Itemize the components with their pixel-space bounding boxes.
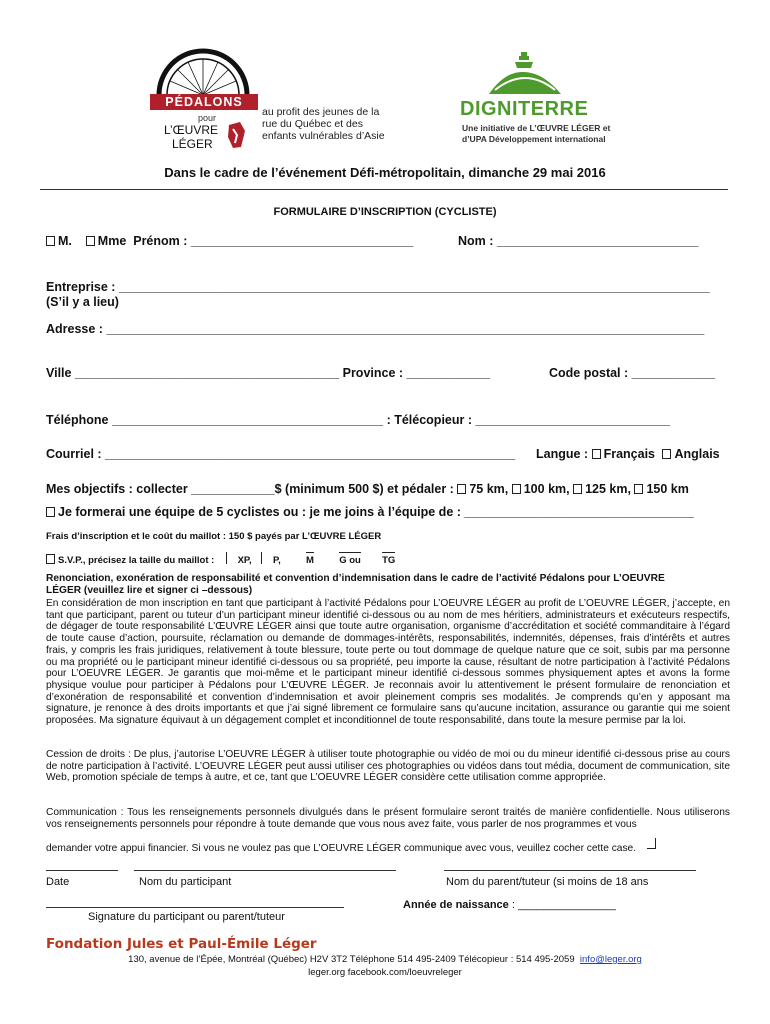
communication-optout-checkbox[interactable] — [647, 838, 656, 849]
sil-y-a-lieu-label: (S’il y a lieu) — [46, 295, 119, 309]
pedalons-banner: PÉDALONS — [150, 94, 258, 110]
footer-contact-row: 130, avenue de l’Épée, Montréal (Québec) H2V 3T2 Téléphone 514 495-2409 Télécopieur : 514 495-2059 info@leger.org — [128, 954, 642, 965]
landscape-emblem-icon — [485, 50, 565, 96]
legal-heading: Renonciation, exonération de responsabilité et convention d’indemnisation dans le cadre de l’activité Pédalons pour L’OEUVRE LÉGER (veuillez lire et signer ci –dessous) — [46, 573, 665, 596]
pedalons-tagline: au profit des jeunes de la rue du Québec et des enfants vulnérables d’Asie — [262, 106, 385, 142]
footer-web: leger.org facebook.com/loeuvreleger — [308, 967, 462, 978]
telephone-field[interactable]: Téléphone _______________________________________ : Télécopieur : ____________________________ — [46, 413, 671, 427]
equipe-field[interactable]: Je formerai une équipe de 5 cyclistes ou : je me joins à l’équipe de : _________________________________ — [58, 505, 694, 519]
pedalons-logo: PÉDALONS pour L’ŒUVRE LÉGER — [150, 45, 265, 150]
date-label: Date — [46, 876, 70, 888]
code-postal-field[interactable]: Code postal : ____________ — [549, 366, 716, 380]
participant-name-line[interactable] — [134, 870, 396, 871]
parent-name-label: Nom du parent/tuteur (si moins de 18 ans — [446, 876, 649, 888]
objectifs-row: Mes objectifs : collecter ____________$ (minimum 500 $) et pédaler : 75 km, 100 km, 125 km, 150 km — [46, 482, 689, 496]
name-row: M. Mme Prénom : ________________________________ — [46, 234, 413, 248]
header-divider — [40, 189, 728, 190]
equipe-row — [46, 505, 694, 519]
size-xp-checkbox[interactable] — [226, 552, 235, 564]
foundation-name: Fondation Jules et Paul-Émile Léger — [46, 936, 317, 952]
mme-checkbox[interactable] — [86, 236, 95, 246]
objectif-montant-field[interactable]: Mes objectifs : collecter ____________$ (minimum 500 $) et pédaler : — [46, 482, 454, 496]
entreprise-field[interactable]: Entreprise : _____________________________________________________________________________________ — [46, 280, 710, 294]
equipe-checkbox[interactable] — [46, 507, 55, 517]
m-checkbox[interactable] — [46, 236, 55, 246]
taille-row: S.V.P., précisez la taille du maillot : XP, P, M G ou TG — [46, 552, 395, 566]
digniterre-wordmark: DIGNITERRE — [460, 98, 589, 120]
frais-text: Frais d’inscription et le coût du maillot : 150 $ payés par L’ŒUVRE LÉGER — [46, 531, 382, 542]
ville-province-field[interactable]: Ville ______________________________________ Province : ____________ — [46, 366, 490, 380]
digniterre-logo: DIGNITERRE Une initiative de L’ŒUVRE LÉGER et d’UPA Développement international — [460, 50, 620, 150]
km125-checkbox[interactable] — [573, 484, 582, 494]
anglais-checkbox[interactable] — [662, 449, 671, 459]
adresse-field[interactable]: Adresse : ______________________________________________________________________________________ — [46, 322, 705, 336]
legal-paragraph-cession: Cession de droits : De plus, j’autorise L’OEUVRE LÉGER à utiliser toute photographie ou vidéo de moi ou du mineur identifié ci-dessous prise au cours de notre participation à l’activité. L’OEUVRE LÉGER peut aussi utiliser ces photographies ou vidéos dans tout média, document de communication, site Web, promotion spéciale de temps à autre, et ce, tant que L’OEUVRE LÉGER considère cette utilisation comme appropriée. — [46, 749, 730, 784]
participant-name-label: Nom du participant — [139, 876, 232, 888]
signature-line[interactable] — [46, 907, 344, 908]
bicycle-wheel-icon — [153, 45, 253, 97]
communication-optout-row: demander votre appui financier. Si vous ne voulez pas que L’OEUVRE LÉGER communique avec vous, veuillez cocher cette case. — [46, 838, 656, 855]
parent-name-line[interactable] — [444, 870, 696, 871]
event-title: Dans le cadre de l’événement Défi-métropolitain, dimanche 29 mai 2016 — [164, 165, 606, 180]
km100-checkbox[interactable] — [512, 484, 521, 494]
nom-field[interactable]: Nom : _____________________________ — [458, 234, 699, 248]
courriel-field[interactable]: Courriel : ___________________________________________________________ — [46, 447, 516, 461]
legal-paragraph-renonciation: En considération de mon inscription en tant que participant à l’activité Pédalons pour L’OEUVRE LÉGER au profit de L’OEUVRE LÉGER, j’accepte, en tant que participant, parent ou tuteur d’un participant mineur identifié ci-dessous ou au nom de mes héritiers, administrateurs et exécuteurs respectifs, de dégager de toute responsabilité L’ŒUVRE LÉGER ainsi que toute autre organisation, organisme d’accréditation et société commanditaire à l’égard de toute cause d’action, poursuite, réclamation ou demande de dommages-intérêts, responsabilités, indemnités, dépenses, frais d’intérêts et autres frais, y compris les frais juridiques, relativement à toute blessure, toute perte ou tout dommage de quelque nature que ce soit, subis par ma personne ou ma propriété ou le participant mineur identifié ci-dessous ou sa propriété, peu importe la cause, résultant de notre participation à l’activité Pédalons pour L’OEUVRE LÉGER. Je garantis que moi-même et le participant mineur identifié ci-dessous sommes physiquement aptes et avons la forme physique voulue pour participer à Pédalons pour L’ŒUVRE LÉGER. Je reconnais avoir lu attentivement le présent formulaire de renonciation et d’exonération de responsabilité et convention d’indemnisation et avoir pleinement compris ses modalités. Je comprends qu’en y apposant ma signature, je renonce à des droits importants et que j’ai signé librement ce formulaire sans qu’aucune incitation, assurance ou garantie qui me soient proposées. Ma signature équivaut à un dégagement complet et inconditionnel de toute responsabilité, dans toute la mesure permise par la loi. — [46, 598, 730, 727]
size-tg-checkbox[interactable]: TG — [382, 552, 395, 566]
langue-row: Langue : Français Anglais — [536, 447, 720, 461]
svp-checkbox[interactable] — [46, 554, 55, 564]
date-line[interactable] — [46, 870, 118, 871]
email-link[interactable]: info@leger.org — [579, 954, 642, 965]
km75-checkbox[interactable] — [457, 484, 466, 494]
km150-checkbox[interactable] — [634, 484, 643, 494]
size-m-checkbox[interactable]: M — [306, 552, 314, 566]
size-p-checkbox[interactable] — [261, 552, 270, 564]
oeuvre-leger-emblem-icon — [226, 121, 248, 149]
form-title: FORMULAIRE D’INSCRIPTION (CYCLISTE) — [273, 206, 497, 218]
prenom-field[interactable]: Prénom : ________________________________ — [133, 234, 414, 248]
francais-checkbox[interactable] — [592, 449, 601, 459]
annee-naissance-field[interactable]: Année de naissance : ________________ — [403, 899, 616, 911]
signature-label: Signature du participant ou parent/tuteur — [88, 911, 285, 923]
legal-paragraph-communication: Communication : Tous les renseignements personnels divulgués dans le présent formulaire seront traités de manière confidentielle. Nous utiliserons vos renseignements personnels pour répondre à toute demande que vous nous avez faite, vous parler de nos programmes et vous — [46, 807, 730, 830]
size-g-checkbox[interactable]: G ou — [339, 552, 361, 566]
